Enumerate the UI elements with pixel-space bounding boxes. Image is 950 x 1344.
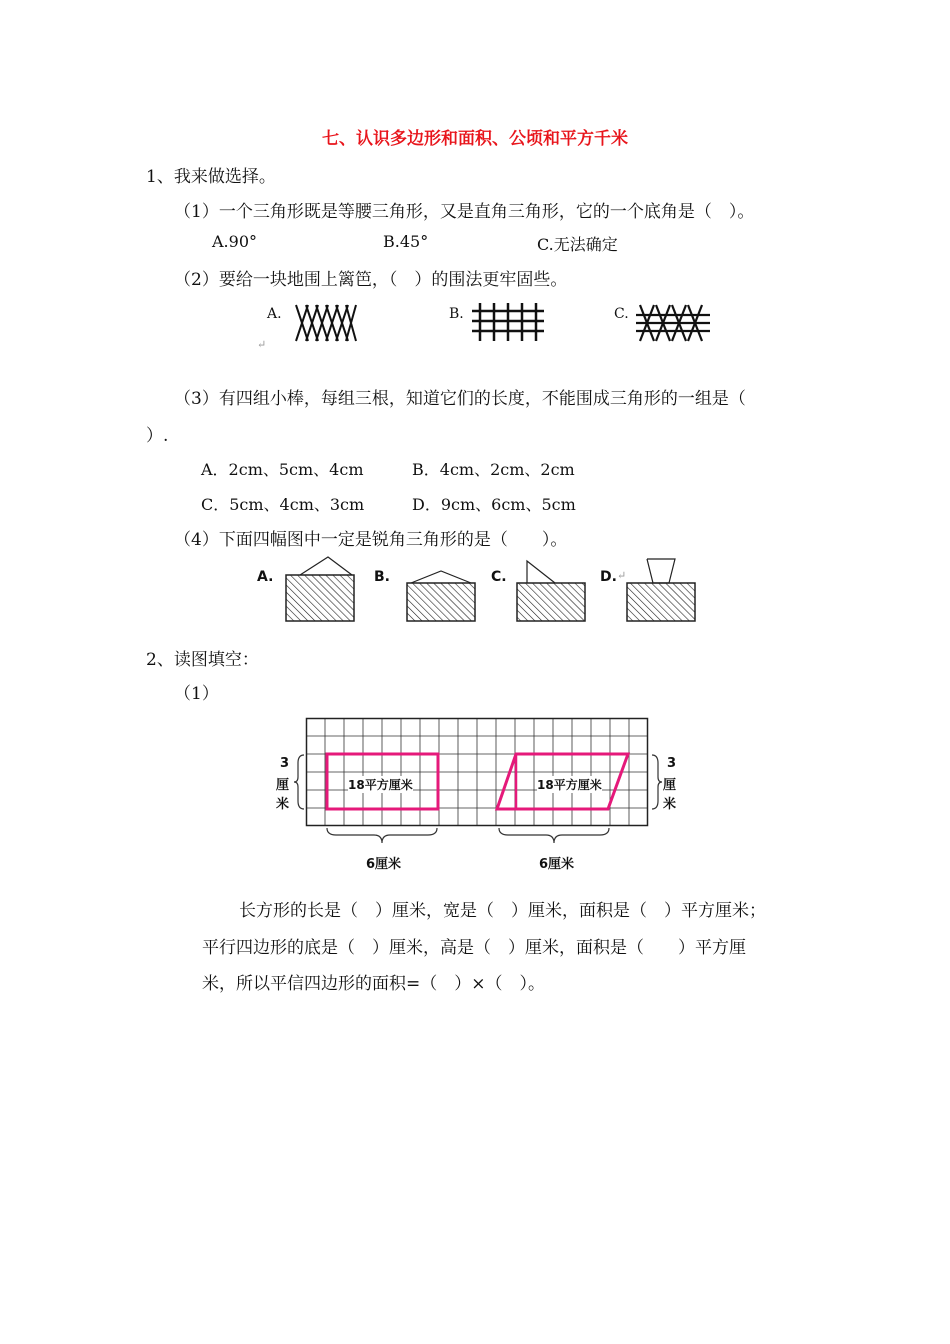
q1-option-b[interactable]: B.45° bbox=[383, 232, 429, 251]
right-brace bbox=[650, 753, 664, 811]
bottom-right-brace bbox=[498, 826, 610, 846]
q3-option-b[interactable]: B．4cm、2cm、2cm bbox=[412, 460, 575, 479]
q3-text-line2: ）. bbox=[146, 426, 169, 446]
bottom-left-brace bbox=[326, 826, 438, 846]
bottom-left-length-label: 6厘米 bbox=[366, 857, 402, 872]
left-height-number: 3 bbox=[280, 756, 290, 771]
q2-option-a-label[interactable]: A. bbox=[267, 306, 282, 322]
parallelogram-area-label: 18平方厘米 bbox=[537, 778, 602, 792]
fill-line-3: 米，所以平信四边形的面积=（ ）×（ ）。 bbox=[202, 974, 545, 994]
left-height-unit-2: 米 bbox=[276, 797, 290, 812]
q4-figure-c[interactable] bbox=[515, 559, 587, 623]
right-height-unit-1: 厘 bbox=[663, 778, 677, 793]
section1-heading: 1、我来做选择。 bbox=[146, 167, 276, 187]
q2-option-b-label[interactable]: B. bbox=[449, 306, 464, 322]
q2-text: （2）要给一块地围上篱笆，（ ）的围法更牢固些。 bbox=[174, 270, 568, 290]
q1-option-c[interactable]: C.无法确定 bbox=[537, 235, 618, 254]
q1-option-a[interactable]: A.90° bbox=[212, 232, 257, 251]
fence-a-figure[interactable] bbox=[294, 303, 358, 343]
q3-text-line1: （3）有四组小棒，每组三根，知道它们的长度，不能围成三角形的一组是（ bbox=[174, 389, 746, 409]
q4-option-c-label[interactable]: C. bbox=[491, 569, 507, 585]
q1-text: （1）一个三角形既是等腰三角形，又是直角三角形，它的一个底角是（ ）。 bbox=[174, 202, 755, 222]
q4-figure-a[interactable] bbox=[284, 555, 356, 623]
q4-option-a-label[interactable]: A. bbox=[257, 569, 274, 585]
q4-option-b-label[interactable]: B. bbox=[374, 569, 390, 585]
right-height-number: 3 bbox=[667, 756, 677, 771]
fence-c-figure[interactable] bbox=[636, 303, 710, 343]
bottom-right-length-label: 6厘米 bbox=[539, 857, 575, 872]
page-title: 七、认识多边形和面积、公顷和平方千米 bbox=[322, 129, 628, 149]
right-height-unit-2: 米 bbox=[663, 797, 677, 812]
q4-option-d-label[interactable]: D. bbox=[600, 569, 617, 585]
rectangle-area-label: 18平方厘米 bbox=[348, 778, 413, 792]
q4-figure-b[interactable] bbox=[405, 569, 477, 623]
q2-option-c-label[interactable]: C. bbox=[614, 306, 629, 322]
fill-line-1: 长方形的长是（ ）厘米，宽是（ ）厘米，面积是（ ）平方厘米； bbox=[239, 901, 766, 921]
fence-b-figure[interactable] bbox=[472, 303, 544, 341]
left-height-unit-1: 厘 bbox=[276, 778, 290, 793]
q3-option-a[interactable]: A．2cm、5cm、4cm bbox=[201, 460, 364, 479]
fill-line-2: 平行四边形的底是（ ）厘米，高是（ ）厘米，面积是（ ）平方厘 bbox=[202, 938, 746, 958]
section2-heading: 2、读图填空： bbox=[146, 650, 259, 670]
parallelogram-shape[interactable] bbox=[306, 718, 648, 826]
section2-sub: （1） bbox=[174, 684, 219, 704]
q3-option-c[interactable]: C．5cm、4cm、3cm bbox=[201, 495, 365, 514]
left-brace bbox=[292, 753, 306, 811]
return-mark: ↵ bbox=[257, 338, 267, 351]
return-mark: ↵ bbox=[617, 569, 627, 582]
q3-option-d[interactable]: D．9cm、6cm、5cm bbox=[412, 495, 576, 514]
q4-figure-d[interactable] bbox=[625, 557, 697, 623]
q4-text: （4）下面四幅图中一定是锐角三角形的是（ ）。 bbox=[174, 530, 568, 550]
